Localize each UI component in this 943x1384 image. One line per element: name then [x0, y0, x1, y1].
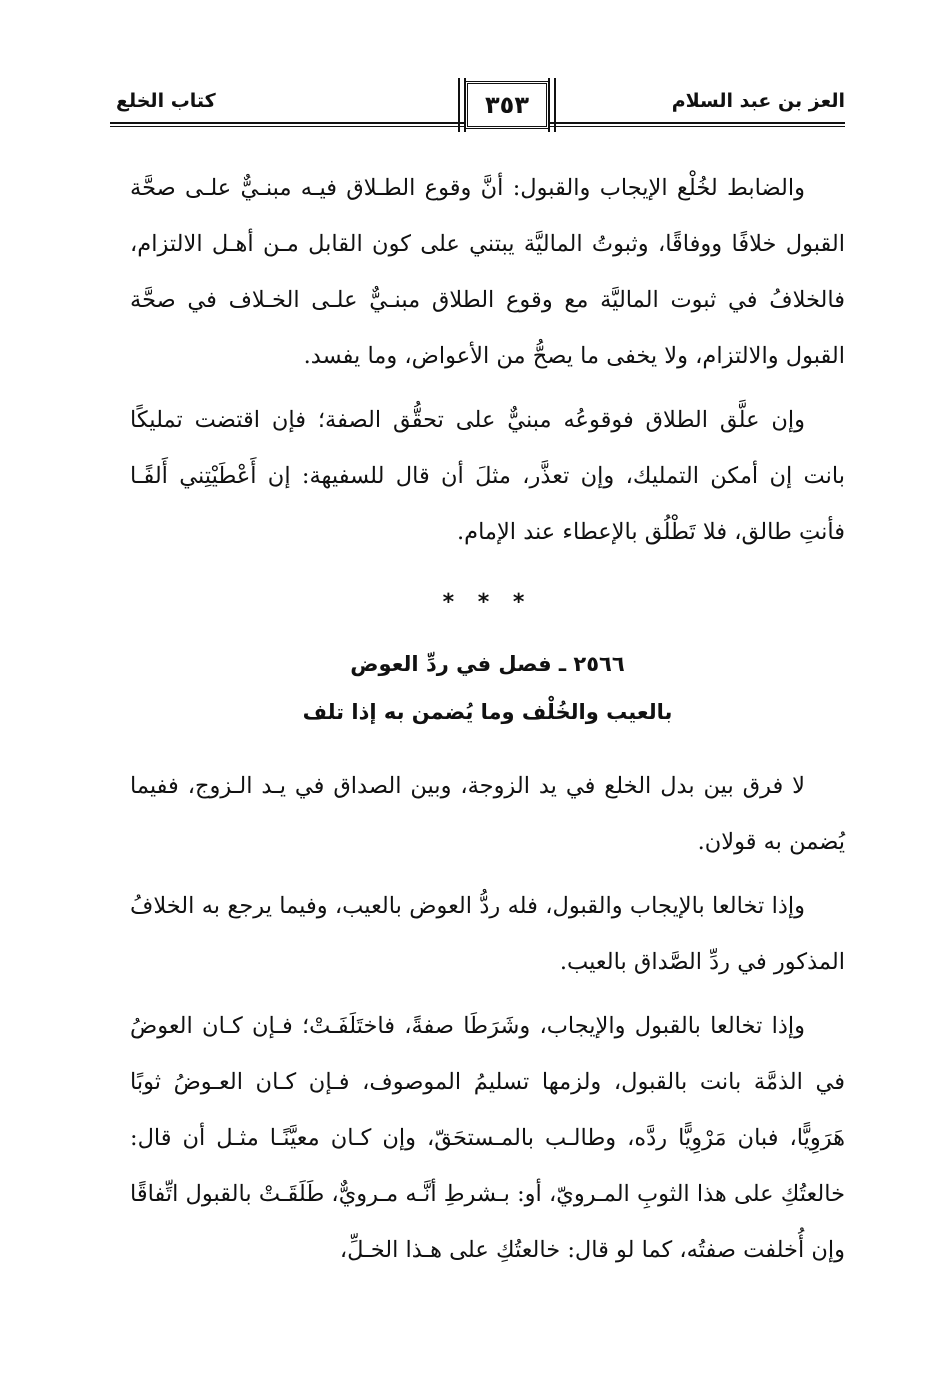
paragraph: والضابط لخُلْع الإيجاب والقبول: أنَّ وقوع الطـلاق فيـه مبنـيٌّ علـى صحَّة القبول خلافًا ووفاقًا، وثبوتُ الماليَّة يبتني على كون القابل مـن أهـل الالتزام، فالخلافُ في ثبوت الماليَّة مع وقوع الطلاق مبنـيٌّ علـى الخـلاف في صحَّة القبول والالتزام، ولا يخفى ما يصحُّ من الأعواض، وما يفسد. [130, 175, 845, 369]
paragraph: وإذا تخالعا بالإيجاب والقبول، فله ردُّ العوض بالعيب، وفيما يرجع به الخلافُ المذكور في ردِّ الصَّداق بالعيب. [130, 893, 845, 975]
author-title: العز بن عبد السلام [671, 90, 845, 112]
page-body [130, 160, 845, 1278]
section-title-line1: ٢٥٦٦ ـ فصل في ردِّ العوض [350, 652, 625, 676]
book-section-title: كتاب الخلع [116, 90, 216, 112]
paragraph: وإذا تخالعا بالقبول والإيجاب، وشَرَطَا صفةً، فاختَلَفَـتْ؛ فـإن كـان العوضُ في الذمَّة بانت بالقبول، ولزمها تسليمُ الموصوف، فـإن كـان العـوضُ ثوبًا هَرَوِيًّا، فبان مَرْوِيًّا ردَّه، وطالـب بالمـستحَقّ، وإن كـان معيَّنًـا مثـل أن قال: خالعتُكِ على هذا الثوبِ المـرويّ، أو: بـشرطِ أنَّـه مـرويٌّ، طَلَقَـتْ بالقبول اتِّفاقًا وإن أُخلفت صفتُه، كما لو قال: خالعتُكِ على هـذا الخـلِّ، [130, 1013, 845, 1263]
section-title-line2: بالعيب والخُلْف وما يُضمن به إذا تلف [302, 700, 673, 724]
section-heading [130, 640, 845, 736]
running-header [110, 78, 845, 130]
paragraph: لا فرق بين بدل الخلع في يد الزوجة، وبين الصداق في يـد الـزوج، ففيما يُضمن به قولان. [130, 773, 845, 855]
paragraph: وإن علَّق الطلاق فوقوعُه مبنيٌّ على تحقُّق الصفة؛ فإن اقتضت تمليكًا بانت إن أمكن التمليك، وإن تعذَّر، مثلَ أن قال للسفيهة: إن أَعْطَيْتِني أَلفًـا فأنتِ طالق، فلا تَطْلُق بالإعطاء عند الإمام. [130, 407, 845, 545]
section-separator: * * * [442, 590, 533, 615]
page-number: ٣٥٣ [465, 81, 549, 129]
